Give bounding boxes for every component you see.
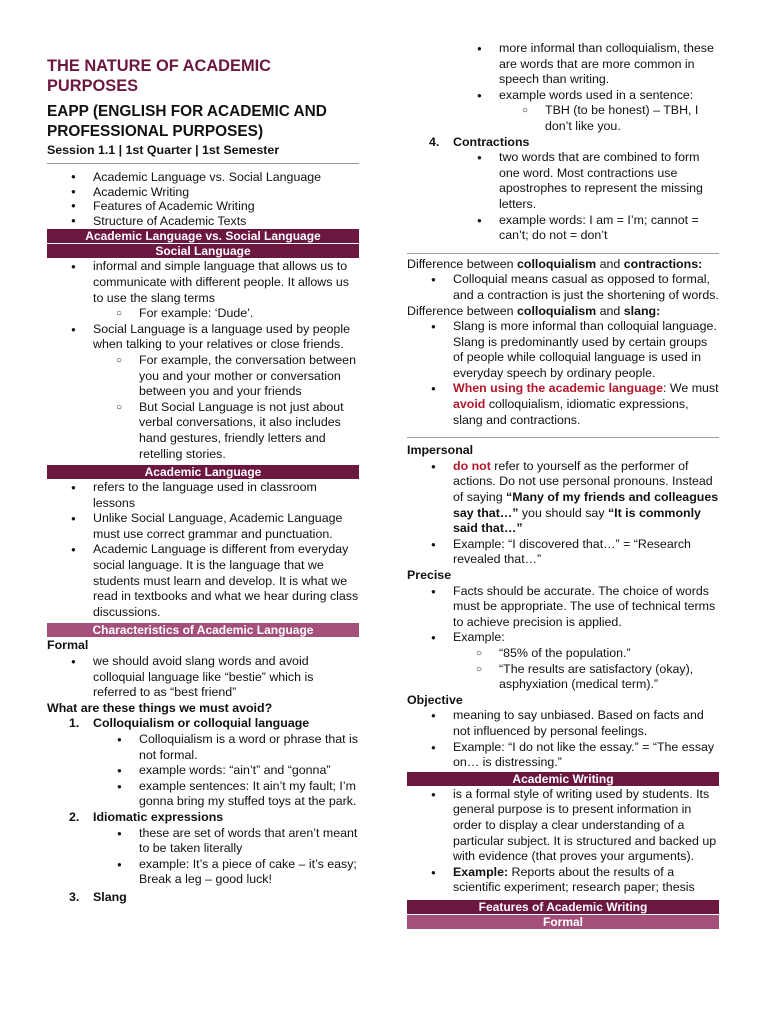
numbered-item: 2. Idiomatic expressions: [69, 809, 224, 824]
session-info: Session 1.1 | 1st Quarter | 1st Semester: [47, 143, 280, 157]
numbered-item: 3. Slang: [69, 889, 127, 904]
list-item: ● we should avoid slang words and avoid colloquial language like “bestie” which is referred to as “best friend”: [47, 654, 359, 701]
list-item: ○ For example, the conversation between you and your mother or conversation between you and your friends: [47, 353, 359, 400]
right-column: [407, 0, 719, 930]
difference-list-1: [407, 272, 719, 303]
difference-list-2: [407, 319, 719, 428]
list-item: ● Unlike Social Language, Academic Language must use correct grammar and punctuation.: [47, 511, 359, 542]
course-title: EAPP (ENGLISH FOR ACADEMIC AND PROFESSIONAL PURPOSES): [47, 103, 327, 140]
section-bar-characteristics: Characteristics of Academic Language: [47, 623, 359, 637]
page-title: THE NATURE OF ACADEMIC PURPOSES: [47, 57, 271, 95]
list-item: ● more informal than colloquialism, these are words that are more common in speech than writing.: [407, 41, 719, 88]
section-bar-academic-writing: Academic Writing: [407, 772, 719, 786]
toc-item: ● Features of Academic Writing: [47, 199, 359, 214]
list-item: ● example words: I am = I’m; cannot = can’t; do not = don’t: [407, 213, 719, 244]
list-item: ● do not refer to yourself as the performer of actions. Do not use personal pronouns. Instead of saying “Many of my friends and colleagues say that…” you should say “It is commonly said that…”: [407, 459, 719, 537]
formal-list: [47, 654, 359, 701]
precise-list: [407, 584, 719, 693]
toc-item: ● Academic Writing: [47, 185, 359, 200]
toc-item: ● Academic Language vs. Social Language: [47, 170, 359, 185]
list-item: ● Example:: [407, 630, 719, 646]
slang-list: [407, 41, 719, 135]
social-language-list: [47, 259, 359, 462]
objective-list: [407, 708, 719, 770]
list-item: ● Social Language is a language used by people when talking to your relatives or close friends.: [47, 322, 359, 353]
table-of-contents: [47, 170, 359, 228]
section-bar-features: Features of Academic Writing: [407, 900, 719, 914]
academic-writing-list: [407, 787, 719, 896]
left-column: [47, 0, 359, 906]
list-item: ● Example: Reports about the results of a scientific experiment; research paper; thesis: [407, 865, 719, 896]
contractions-list: [407, 135, 719, 244]
list-item: ● these are set of words that aren’t meant to be taken literally: [47, 826, 359, 857]
heading-objective: Objective: [407, 692, 463, 707]
list-item: ● example words used in a sentence:: [407, 88, 719, 104]
list-item: ● Colloquialism is a word or phrase that is not formal.: [47, 732, 359, 763]
numbered-item: 4. Contractions: [429, 134, 530, 149]
list-item: ● refers to the language used in classroom lessons: [47, 480, 359, 511]
list-item: ● When using the academic language: We must avoid colloquialism, idiomatic expressions, slang and contractions.: [407, 381, 719, 428]
list-item: ● is a formal style of writing used by students. Its general purpose is to present information in order to display a clear understanding of a particular subject. It is structured and backed up with evidence (that proves your arguments).: [407, 787, 719, 865]
numbered-item: 1. Colloquialism or colloquial language: [69, 716, 310, 731]
list-item: ○ “85% of the population.”: [407, 646, 719, 662]
impersonal-list: [407, 459, 719, 568]
difference-heading-1: Difference between colloquialism and contractions:: [407, 256, 703, 271]
list-item: ● example sentences: It ain’t my fault; I’m gonna bring my stuffed toys at the park.: [47, 779, 359, 810]
avoid-list: [47, 716, 359, 905]
list-item: ● Colloquial means casual as opposed to formal, and a contraction is just the shortening of words.: [407, 272, 719, 303]
list-item: ● two words that are combined to form one word. Most contractions use apostrophes to represent the missing letters.: [407, 150, 719, 212]
section-bar-vs: Academic Language vs. Social Language: [47, 229, 359, 243]
list-item: ● Facts should be accurate. The choice of words must be appropriate. The use of technical terms to achieve precision is applied.: [407, 584, 719, 631]
section-bar-formal: Formal: [407, 915, 719, 929]
list-item: ○ But Social Language is not just about verbal conversations, it also includes hand gestures, friendly letters and retelling stories.: [47, 400, 359, 462]
heading-precise: Precise: [407, 568, 452, 582]
list-item: ● meaning to say unbiased. Based on facts and not influenced by personal feelings.: [407, 708, 719, 739]
heading-impersonal: Impersonal: [407, 443, 474, 458]
list-item: ○ TBH (to be honest) – TBH, I don’t like you.: [522, 103, 699, 133]
question-heading: What are these things we must avoid?: [47, 700, 273, 715]
section-bar-academic: Academic Language: [47, 465, 359, 479]
toc-item: ● Structure of Academic Texts: [47, 214, 359, 229]
section-bar-social: Social Language: [47, 244, 359, 258]
list-item: ● Academic Language is different from everyday social language. It is the language that we students must learn and develop. It is what we read in textbooks and what we hear during class discussions.: [47, 542, 359, 620]
difference-heading-2: Difference between colloquialism and slang:: [407, 303, 661, 318]
list-item: ● Example: “I do not like the essay.” = “The essay on… is distressing.”: [407, 740, 719, 771]
list-item: ● Slang is more informal than colloquial language. Slang is predominantly used by certain groups of people while colloquial language is used in everyday speech by ordinary people.: [407, 319, 719, 381]
list-item: ● example words: “ain’t” and “gonna”: [47, 763, 359, 779]
list-item: ● Example: “I discovered that…” = “Research revealed that…”: [407, 537, 719, 568]
list-item: ○ For example: ‘Dude’.: [47, 306, 359, 322]
list-item: ● example: It’s a piece of cake – it’s easy; Break a leg – good luck!: [47, 857, 359, 888]
academic-language-list: [47, 480, 359, 620]
list-item: ○ “The results are satisfactory (okay), asphyxiation (medical term).”: [407, 662, 719, 693]
list-item: ● informal and simple language that allows us to communicate with different people. It allows us to use the slang terms: [47, 259, 359, 306]
heading-formal: Formal: [47, 638, 89, 653]
